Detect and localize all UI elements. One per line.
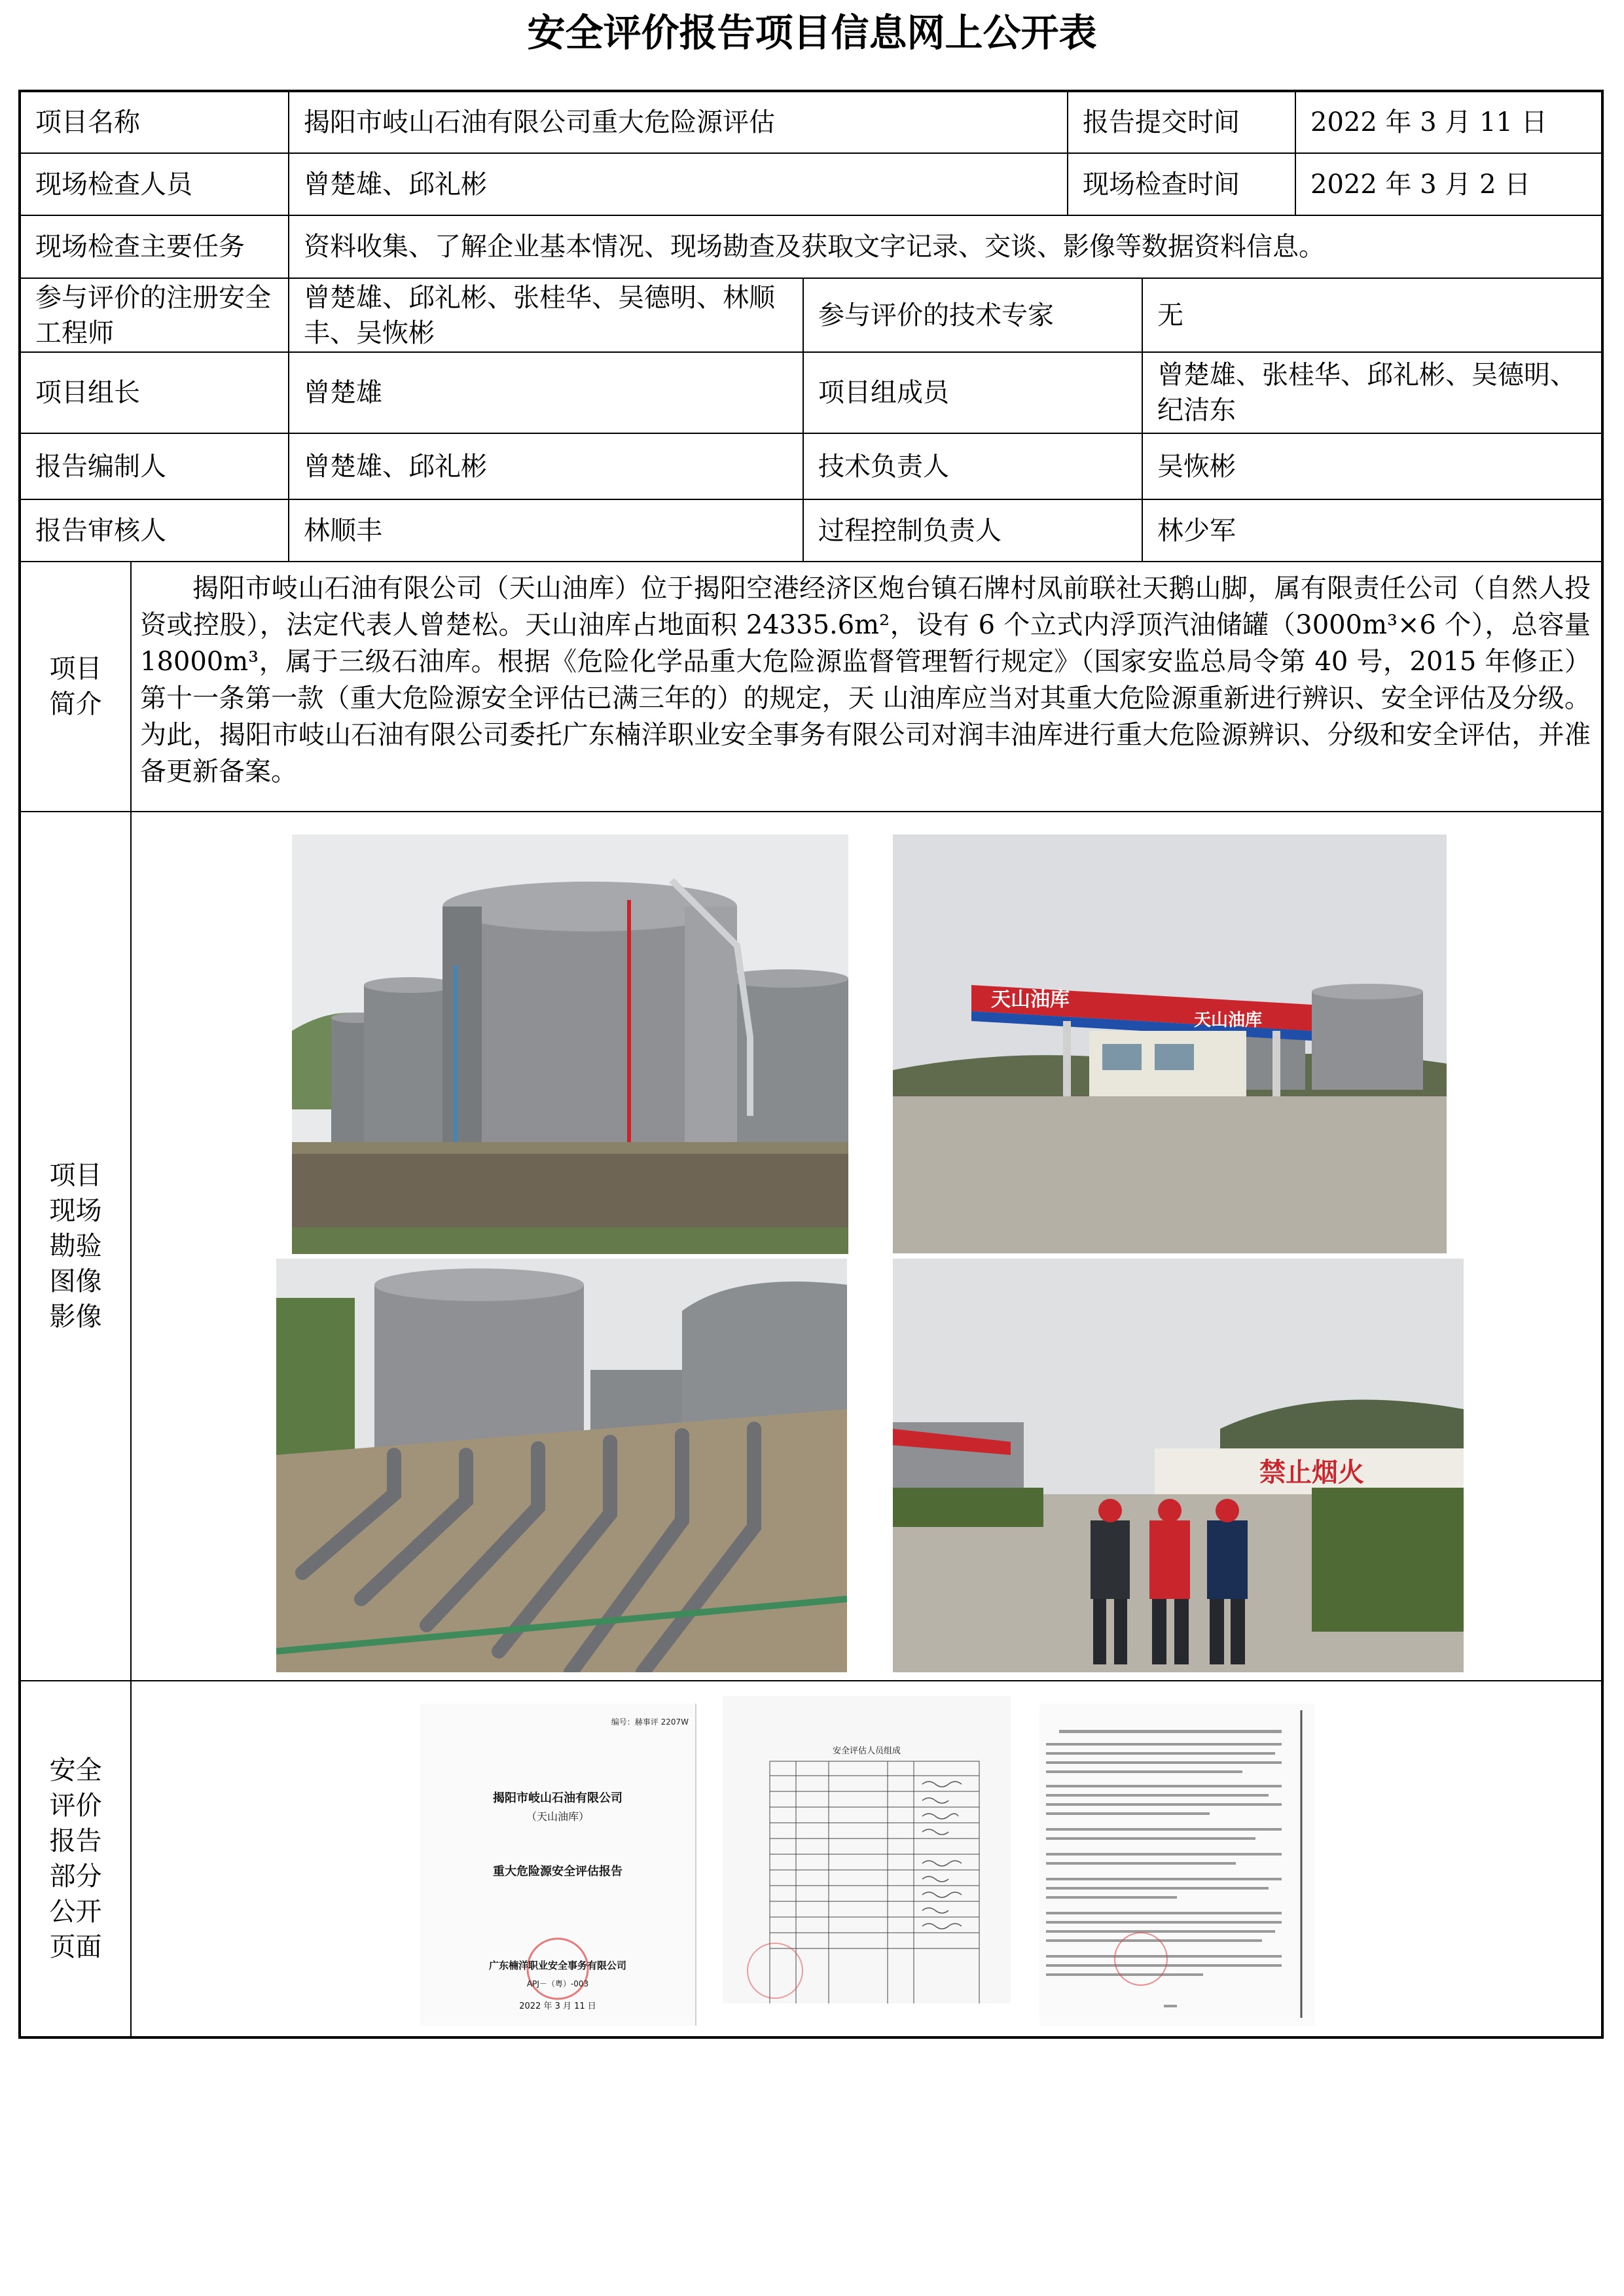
staff-page-heading: 安全评估人员组成 — [832, 1746, 901, 1756]
no-fire-sign: 禁止烟火 — [1259, 1458, 1364, 1488]
leader: 曾楚雄 — [304, 378, 382, 408]
leader-label: 项目组长 — [35, 378, 140, 408]
members-label: 项目组成员 — [818, 378, 949, 408]
engineers-label: 参与评价的注册安全工程师 — [35, 282, 271, 348]
canopy-side-sign: 天山油库 — [1194, 1011, 1263, 1030]
submit-time: 2022 年 3 月 11 日 — [1310, 107, 1547, 137]
intro-text: 揭阳市岐山石油有限公司（天山油库）位于揭阳空港经济区炮台镇石牌村凤前联社天鹅山脚，属有限责任公司（自然人投资或控股），法定代表人曾楚松。天山油库占地面积 24335.6m²，设有 6 个立式内浮顶汽油储罐（3000m³×6 个），总容量 18000m³，属于三级石油库。根据《危险化学品重大危险源监督管理暂行规定》（国家安监总局令第 40 号，2015 年修正）第十一条第一款（重大危险源安全评估已满三年的）的规定，天 山油库应当对其重大危险源重新进行辨识、安全评估及分级。为此，揭阳市岐山石油有限公司委托广东楠洋职业安全事务有限公司对润丰油库进行重大危险源辨识、分级和安全评估，并准备更新备案。 — [140, 573, 1591, 787]
submit-time-label: 报告提交时间 — [1083, 107, 1240, 137]
experts-label: 参与评价的技术专家 — [818, 300, 1054, 331]
cover-number: 编号：赫事评 2207W — [611, 1717, 689, 1727]
canopy-sign: 天山油库 — [991, 988, 1070, 1011]
cover-depot: （天山油库） — [526, 1810, 590, 1823]
intro-label: 项目简介 — [49, 654, 102, 719]
report-staff-page — [723, 1696, 1011, 2003]
tech-lead: 吴恢彬 — [1157, 451, 1236, 482]
task: 资料收集、了解企业基本情况、现场勘查及获取文字记录、交谈、影像等数据资料信息。 — [304, 232, 1325, 262]
page-title: 安全评价报告项目信息网上公开表 — [527, 10, 1097, 55]
process-lead-label: 过程控制负责人 — [818, 515, 1001, 546]
inspectors: 曾楚雄、邱礼彬 — [304, 169, 487, 200]
author: 曾楚雄、邱礼彬 — [304, 451, 487, 482]
reviewer-label: 报告审核人 — [35, 515, 166, 546]
inspectors-label: 现场检查人员 — [35, 169, 192, 200]
inspect-time-label: 现场检查时间 — [1083, 169, 1240, 200]
engineers: 曾楚雄、邱礼彬、张桂华、吴德明、林顺丰、吴恢彬 — [304, 282, 775, 348]
photo-storage-tanks — [292, 834, 848, 1254]
photo-pipelines — [276, 1259, 847, 1672]
photo-inspection-team — [893, 1259, 1464, 1672]
experts: 无 — [1157, 300, 1183, 331]
photo-depot-canopy — [893, 834, 1447, 1253]
pages-label: 安全评价报告部分公开页面 — [49, 1755, 102, 1962]
process-lead: 林少军 — [1157, 515, 1236, 546]
inspect-time: 2022 年 3 月 2 日 — [1310, 169, 1531, 200]
tech-lead-label: 技术负责人 — [818, 451, 949, 482]
cover-report-title: 重大危险源安全评估报告 — [493, 1865, 623, 1878]
cover-cert: APJ－（粤）-003 — [526, 1979, 589, 1988]
author-label: 报告编制人 — [35, 451, 166, 482]
cover-company: 揭阳市岐山石油有限公司 — [493, 1791, 623, 1805]
cover-date: 2022 年 3 月 11 日 — [519, 2001, 596, 2011]
project-name: 揭阳市岐山石油有限公司重大危险源评估 — [304, 107, 775, 137]
members: 曾楚雄、张桂华、邱礼彬、吴德明、纪洁东 — [1157, 360, 1576, 425]
report-cover-page — [420, 1704, 696, 2026]
task-label: 现场检查主要任务 — [35, 232, 245, 262]
project-name-label: 项目名称 — [35, 107, 140, 137]
reviewer: 林顺丰 — [304, 515, 382, 546]
cover-org: 广东楠洋职业安全事务有限公司 — [488, 1960, 627, 1971]
info-table — [18, 90, 1604, 2039]
report-conclusion-page — [1039, 1704, 1314, 2026]
photos-label: 项目现场勘验图像影像 — [49, 1160, 102, 1332]
